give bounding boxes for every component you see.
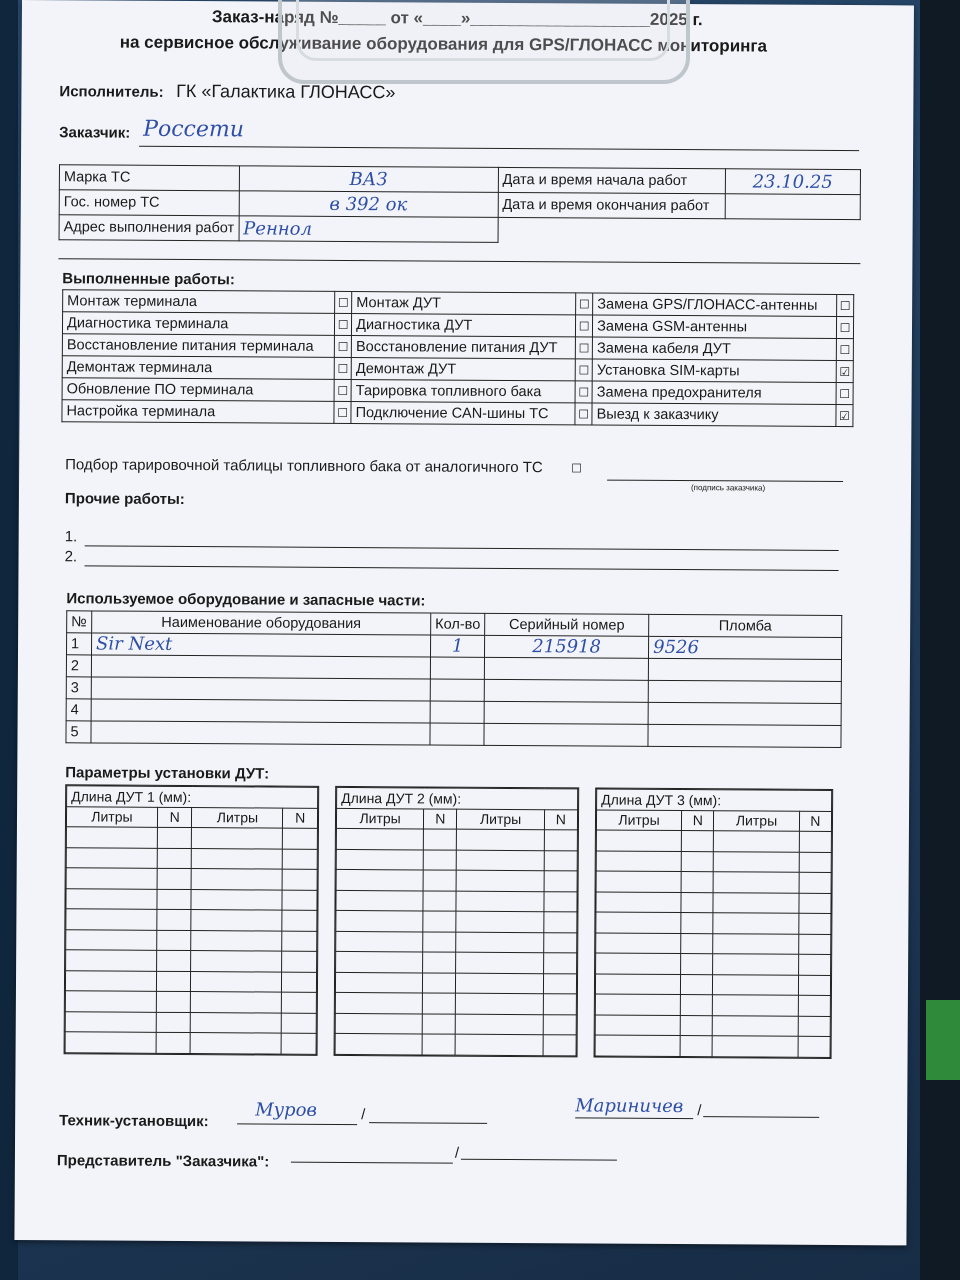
dut-row	[66, 827, 317, 849]
work-item: Обновление ПО терминала	[62, 378, 334, 402]
order-subtitle: на сервисное обслуживание оборудования для GPS/ГЛОНАСС мониторинга	[119, 32, 768, 56]
dut-row	[596, 851, 831, 873]
dut-cell	[423, 890, 456, 911]
executor-row: Исполнитель: ГК «Галактика ГЛОНАСС»	[59, 80, 396, 103]
dut-cell	[544, 850, 577, 871]
dut-cell	[544, 871, 577, 892]
dut-table-3	[594, 788, 834, 1059]
dut-cell	[543, 994, 576, 1015]
work-item: Диагностика терминала	[62, 312, 334, 336]
dut-cell	[191, 1012, 282, 1033]
dut-cell	[680, 995, 712, 1016]
dut-cell	[157, 909, 192, 930]
work-item: Подключение CAN-шины ТС	[351, 402, 575, 425]
dut-cell	[456, 993, 543, 1014]
calibration-checkbox[interactable]: ☐	[571, 461, 582, 476]
customer-signature-line	[607, 480, 843, 482]
dut-cell	[456, 952, 543, 973]
technician-signature-1: Муров	[255, 1099, 318, 1121]
dut-row	[66, 950, 317, 972]
dut-row	[335, 972, 576, 994]
dut-cell	[713, 974, 798, 995]
dut-cell	[156, 971, 191, 992]
dut-cell	[65, 970, 156, 991]
dut-title: Параметры установки ДУТ:	[65, 764, 270, 783]
customer-rep-label: Представитель "Заказчика":	[56, 1152, 270, 1171]
dut-cell	[336, 849, 423, 870]
dut-cell	[543, 1014, 576, 1035]
dut-cell	[798, 995, 831, 1016]
dut-cell	[596, 933, 681, 954]
work-item: Замена GPS/ГЛОНАСС-антенны	[593, 293, 837, 316]
dut-cell	[713, 933, 798, 954]
dut-cell	[335, 1013, 422, 1034]
checkbox[interactable]: ☐	[576, 315, 593, 337]
dut-cell	[423, 972, 456, 993]
dut-cell	[713, 1015, 798, 1036]
checkbox[interactable]: ☐	[837, 294, 854, 316]
dut-cell	[799, 872, 832, 893]
dut-cell	[282, 890, 317, 911]
dut-cell	[714, 851, 799, 872]
slash: /	[361, 1106, 366, 1124]
work-item: Демонтаж ДУТ	[351, 358, 575, 381]
dut-cell	[282, 910, 317, 931]
dut-cell	[282, 931, 317, 952]
dut-cell	[681, 892, 713, 913]
dut-cell	[335, 992, 422, 1013]
dut-cell	[456, 973, 543, 994]
dut-table-2	[334, 786, 580, 1057]
dut-row	[65, 1011, 316, 1033]
dut-cell	[543, 1035, 576, 1056]
dut-cell	[680, 1036, 712, 1057]
dut-cell	[282, 992, 317, 1013]
dut-row	[335, 1013, 576, 1035]
dut-row	[335, 1033, 576, 1055]
dut-cell	[156, 950, 191, 971]
dut-row	[65, 1032, 316, 1054]
work-order-sheet	[14, 0, 914, 1245]
technician-line-2	[369, 1122, 487, 1124]
dut-cell	[596, 851, 681, 872]
work-item: Замена предохранителя	[592, 381, 836, 404]
dut-cell	[335, 972, 422, 993]
slash: /	[454, 1144, 460, 1162]
dut-cell	[282, 972, 317, 993]
dut-cell	[157, 889, 192, 910]
dut-cell	[336, 890, 423, 911]
address-label: Адрес выполнения работ	[59, 215, 239, 241]
dut-row	[65, 991, 316, 1013]
dut-row	[336, 849, 577, 871]
dut-cell	[799, 893, 832, 914]
dut-row	[596, 912, 831, 934]
work-item: Установка SIM-карты	[592, 359, 836, 382]
checkbox[interactable]: ☐	[334, 335, 351, 357]
dut-grid: Длина ДУТ 2 (мм): Литры N Литры N	[335, 787, 579, 1056]
dut-cell	[798, 934, 831, 955]
dut-row	[595, 1035, 830, 1057]
dut-cell	[681, 974, 713, 995]
checkbox[interactable]: ☐	[575, 359, 592, 381]
customer-line	[139, 146, 859, 151]
dut-row	[595, 1015, 830, 1037]
dut-cell	[798, 1016, 831, 1037]
dut-cell	[423, 849, 456, 870]
dut-cell	[681, 933, 713, 954]
works-title: Выполненные работы:	[62, 270, 235, 289]
dut-cell	[595, 974, 680, 995]
dut-cell	[191, 1033, 282, 1054]
dut-cell	[65, 1011, 156, 1032]
equipment-table	[65, 610, 842, 748]
dut-cell	[191, 910, 282, 931]
dut-row	[336, 951, 577, 973]
dut-cell	[713, 1036, 798, 1057]
dut-cell	[156, 1032, 191, 1053]
clipboard-clip-inner	[296, 0, 670, 61]
vehicle-table	[59, 164, 861, 245]
table-row: 4	[66, 699, 841, 726]
dut-cell	[66, 950, 157, 971]
dut-cell	[595, 1015, 680, 1036]
checkbox-checked[interactable]: ☑	[836, 360, 853, 382]
start-label: Дата и время начала работ	[498, 167, 725, 193]
dut-cell	[681, 831, 713, 852]
col-header: Наименование оборудования	[92, 611, 431, 635]
background-object	[926, 1000, 960, 1080]
dut-cell	[596, 892, 681, 913]
technician-signature-2: Мариничев	[575, 1095, 684, 1118]
dut-cell	[191, 889, 282, 910]
other-work-1: 1.	[64, 528, 78, 546]
dut-cell	[191, 992, 282, 1013]
col-header: Кол-во	[431, 613, 485, 635]
work-item: Диагностика ДУТ	[352, 314, 576, 337]
dut-cell	[423, 911, 456, 932]
brand-value: ВАЗ	[239, 166, 498, 193]
order-number-line: Заказ-наряд №_____ от «____»___________________2025 г.	[211, 7, 703, 30]
dut-cell	[681, 851, 713, 872]
dut-row	[66, 929, 317, 951]
dut-cell	[543, 953, 576, 974]
dut-row	[66, 847, 317, 869]
dut-cell	[456, 932, 543, 953]
plate-value: в 392 ок	[239, 191, 498, 218]
dut-cell	[191, 971, 282, 992]
background-dark	[920, 0, 960, 1280]
dut-row	[336, 828, 577, 850]
checkbox[interactable]: ☐	[576, 293, 593, 315]
table-row: 5	[66, 721, 841, 748]
dut-cell	[192, 848, 283, 869]
dut-cell	[596, 871, 681, 892]
checkbox[interactable]: ☐	[334, 401, 351, 423]
dut-row	[596, 953, 831, 975]
dut-cell	[336, 910, 423, 931]
dut-cell	[714, 872, 799, 893]
checkbox[interactable]: ☐	[575, 381, 592, 403]
dut-row	[336, 931, 577, 953]
dut-cell	[713, 892, 798, 913]
customer-rep-line-2	[461, 1159, 617, 1161]
dut-row	[336, 869, 577, 891]
dut-row	[66, 868, 317, 890]
customer-label: Заказчик:	[59, 124, 131, 142]
dut-cell	[336, 931, 423, 952]
dut-row	[596, 933, 831, 955]
dut-cell	[799, 831, 832, 852]
dut-cell	[456, 891, 543, 912]
dut-cell	[456, 1014, 543, 1035]
dut-row	[335, 992, 576, 1014]
dut-cell	[157, 930, 192, 951]
table-row: 2	[66, 655, 841, 682]
dut-grid: Длина ДУТ 3 (мм): Литры N Литры N	[595, 789, 833, 1058]
work-item: Выезд к заказчику	[592, 403, 836, 426]
dut-cell	[336, 951, 423, 972]
checkbox[interactable]: ☐	[575, 403, 592, 425]
dut-cell	[456, 911, 543, 932]
technician-line-1	[237, 1123, 357, 1125]
dut-cell	[596, 953, 681, 974]
dut-cell	[192, 869, 283, 890]
dut-cell	[457, 870, 544, 891]
dut-cell	[544, 912, 577, 933]
dut-cell	[422, 1034, 455, 1055]
work-item: Тарировка топливного бака	[351, 380, 575, 403]
dut-cell	[157, 848, 192, 869]
end-label: Дата и время окончания работ	[498, 192, 725, 218]
checkbox[interactable]: ☐	[836, 338, 853, 360]
dut-cell	[543, 973, 576, 994]
dut-cell	[336, 828, 423, 849]
dut-cell	[281, 1033, 316, 1054]
dut-cell	[456, 1034, 543, 1055]
dut-cell	[192, 828, 283, 849]
technician-line-3	[575, 1117, 693, 1119]
dut-cell	[66, 827, 157, 848]
dut-cell	[423, 993, 456, 1014]
dut-grid: Длина ДУТ 1 (мм): Литры N Литры N	[65, 785, 319, 1054]
dut-cell	[713, 913, 798, 934]
other-work-line-2	[85, 565, 839, 571]
works-table	[61, 289, 854, 427]
col-header: Серийный номер	[485, 613, 649, 636]
dut-cell	[798, 975, 831, 996]
dut-cell	[66, 888, 157, 909]
dut-row	[596, 892, 831, 914]
dut-cell	[544, 891, 577, 912]
work-item: Восстановление питания ДУТ	[351, 336, 575, 359]
slash: /	[697, 1102, 702, 1120]
dut-cell	[65, 991, 156, 1012]
checkbox[interactable]: ☐	[335, 313, 352, 335]
dut-row	[66, 909, 317, 931]
dut-cell	[66, 929, 157, 950]
dut-cell	[66, 847, 157, 868]
customer-rep-line-1	[291, 1162, 453, 1164]
dut-cell	[282, 1013, 317, 1034]
checkbox[interactable]: ☐	[335, 291, 352, 313]
dut-row	[336, 910, 577, 932]
dut-cell	[798, 913, 831, 934]
work-item: Демонтаж терминала	[62, 356, 334, 380]
dut-cell	[543, 932, 576, 953]
col-header: Пломба	[649, 614, 842, 637]
dut-cell	[422, 1013, 455, 1034]
dut-cell	[681, 954, 713, 975]
dut-cell	[191, 930, 282, 951]
work-item: Монтаж ДУТ	[352, 292, 576, 315]
dut-cell	[156, 1012, 191, 1033]
dut-cell	[157, 827, 192, 848]
dut-cell	[457, 850, 544, 871]
dut-cell	[799, 852, 832, 873]
work-item: Замена кабеля ДУТ	[592, 337, 836, 360]
dut-cell	[596, 912, 681, 933]
dut-cell	[681, 872, 713, 893]
start-value: 23.10.25	[725, 169, 861, 195]
dut-row	[595, 974, 830, 996]
plate-label: Гос. номер ТС	[59, 190, 239, 216]
table-row: 3	[66, 677, 841, 704]
checkbox[interactable]: ☐	[836, 316, 853, 338]
dut-cell	[798, 1036, 831, 1057]
dut-row	[65, 970, 316, 992]
dut-cell	[544, 830, 577, 851]
table-row: 1 Sir Next 1 215918 9526	[67, 633, 842, 660]
dut-cell	[595, 1035, 680, 1056]
dut-cell	[283, 849, 318, 870]
dut-table-1	[64, 784, 320, 1055]
dut-cell	[596, 830, 681, 851]
technician-line-4	[703, 1116, 819, 1118]
work-item: Монтаж терминала	[63, 290, 335, 314]
signature-caption: (подпись заказчика)	[691, 483, 766, 493]
technician-label: Техник-установщик:	[59, 1112, 209, 1131]
dut-row	[66, 888, 317, 910]
other-work-2: 2.	[64, 548, 78, 566]
address-blank	[498, 217, 861, 244]
dut-cell	[282, 951, 317, 972]
dut-cell	[335, 1033, 422, 1054]
col-header: №	[67, 611, 92, 633]
brand-label: Марка ТС	[59, 165, 239, 191]
dut-cell	[424, 829, 457, 850]
dut-cell	[156, 991, 191, 1012]
dut-cell	[713, 995, 798, 1016]
calibration-label: Подбор тарировочной таблицы топливного бака от аналогичного ТС	[65, 456, 543, 477]
work-item: Замена GSM-антенны	[593, 315, 837, 338]
dut-cell	[714, 831, 799, 852]
dut-cell	[65, 1032, 156, 1053]
dut-cell	[157, 868, 192, 889]
dut-cell	[681, 913, 713, 934]
dut-cell	[423, 870, 456, 891]
work-item: Настройка терминала	[62, 400, 334, 424]
other-work-line-1	[85, 545, 839, 551]
dut-row	[595, 994, 830, 1016]
dut-cell	[457, 829, 544, 850]
dut-row	[596, 830, 831, 852]
dut-cell	[423, 952, 456, 973]
equipment-title: Используемое оборудование и запасные части:	[66, 590, 426, 610]
dut-row	[336, 890, 577, 912]
dut-cell	[680, 1015, 712, 1036]
checkbox[interactable]: ☐	[575, 337, 592, 359]
checkbox-checked[interactable]: ☑	[836, 404, 853, 426]
dut-cell	[283, 828, 318, 849]
dut-cell	[713, 954, 798, 975]
dut-cell	[423, 931, 456, 952]
dut-cell	[336, 869, 423, 890]
customer-value: Россети	[143, 116, 245, 143]
other-works-title: Прочие работы:	[64, 490, 185, 509]
end-value	[725, 194, 861, 220]
checkbox[interactable]: ☐	[836, 382, 853, 404]
dut-cell	[66, 868, 157, 889]
dut-cell	[798, 954, 831, 975]
dut-cell	[282, 869, 317, 890]
checkbox[interactable]: ☐	[334, 379, 351, 401]
dut-row	[596, 871, 831, 893]
address-value: Реннол	[239, 216, 498, 243]
checkbox[interactable]: ☐	[334, 357, 351, 379]
work-item: Восстановление питания терминала	[62, 334, 334, 358]
dut-cell	[595, 994, 680, 1015]
vehicle-underline	[58, 258, 860, 264]
dut-cell	[191, 951, 282, 972]
dut-cell	[66, 909, 157, 930]
